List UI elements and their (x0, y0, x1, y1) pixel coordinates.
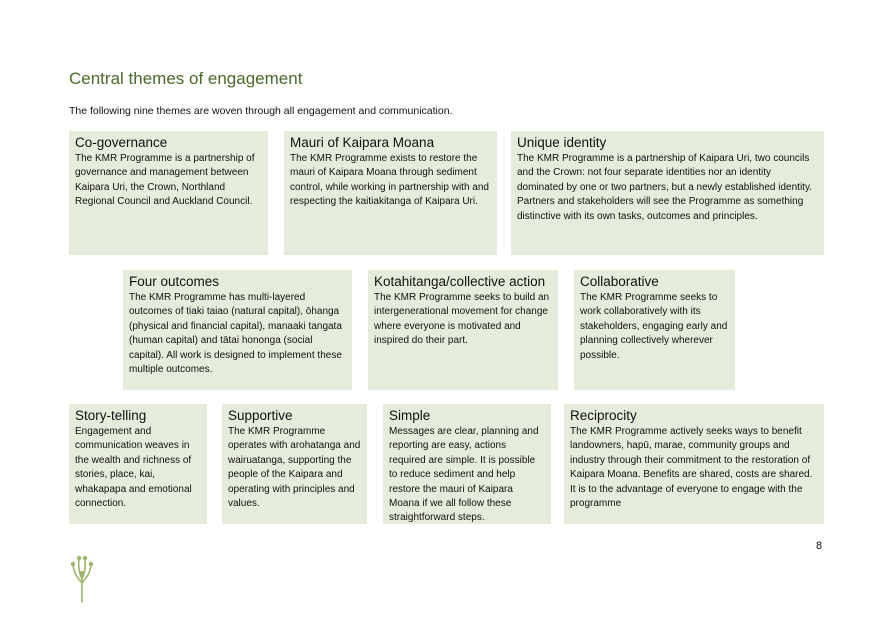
page-number: 8 (816, 540, 823, 552)
theme-supportive (222, 404, 367, 524)
theme-mauri (284, 131, 497, 255)
theme-heading: Co-governance (75, 135, 168, 150)
intro-text: The following nine themes are woven through all engagement and communication. (69, 105, 453, 117)
theme-heading: Simple (389, 408, 431, 423)
theme-four-outcomes (123, 270, 352, 390)
theme-collaborative (574, 270, 735, 390)
theme-body: The KMR Programme exists to restore the mauri of Kaipara Moana through sediment control, while working in partnership with and respecting the kaitiakitanga of Kaipara Uri. (290, 153, 489, 208)
theme-body: The KMR Programme seeks to build an intergenerational movement for change where everyone is motivated and inspired do their part. (374, 292, 550, 347)
theme-body: The KMR Programme has multi-layered outcomes of tiaki taiao (natural capital), ōhanga (physical and financial capital), manaaki tangata (human capital) and tātai hononga (social capital). All work is designed to implement these multiple outcomes. (129, 292, 342, 376)
theme-body: The KMR Programme actively seeks ways to benefit landowners, hapū, marae, community groups and industry through their commitment to the restoration of Kaipara Moana. Benefits are shared, costs are shared. It is to the advantage of everyone to engage with the programme (570, 426, 813, 510)
flax-plant-icon (67, 553, 97, 603)
theme-kotahitanga (368, 270, 558, 390)
theme-heading: Four outcomes (129, 274, 220, 289)
theme-heading: Mauri of Kaipara Moana (290, 135, 435, 150)
theme-body: Messages are clear, planning and reporting are easy, actions required are simple. It is possible to reduce sediment and help restore the mauri of Kaipara Moana if we all follow these straightforward steps. (389, 426, 539, 524)
theme-co-governance (69, 131, 268, 255)
theme-body: The KMR Programme is a partnership of governance and management between Kaipara Uri, the Crown, Northland Regional Council and Auckland Council. (75, 153, 255, 208)
theme-story-telling (69, 404, 207, 524)
theme-heading: Collaborative (580, 274, 659, 289)
theme-unique-identity (511, 131, 824, 255)
theme-heading: Unique identity (517, 135, 607, 150)
theme-body: The KMR Programme seeks to work collaboratively with its stakeholders, engaging early and planning collectively wherever possible. (580, 292, 728, 361)
theme-body: The KMR Programme operates with arohatanga and wairuatanga, supporting the people of the Kaipara and operating with principles and values. (228, 426, 361, 510)
theme-reciprocity (564, 404, 824, 524)
theme-heading: Supportive (228, 408, 293, 423)
theme-simple (383, 404, 551, 524)
theme-heading: Reciprocity (570, 408, 637, 423)
theme-heading: Story-telling (75, 408, 147, 423)
theme-heading: Kotahitanga/collective action (374, 274, 546, 289)
theme-body: Engagement and communication weaves in the wealth and richness of stories, place, kai, whakapapa and emotional connection. (75, 426, 192, 510)
theme-body: The KMR Programme is a partnership of Kaipara Uri, two councils and the Crown: not four separate identities nor an identity dominated by one or two partners, but a newly established identity. Partners and stakeholders will see the Programme as something distinctive with its own tasks, outcomes and principles. (517, 153, 812, 222)
page-title: Central themes of engagement (69, 69, 303, 88)
